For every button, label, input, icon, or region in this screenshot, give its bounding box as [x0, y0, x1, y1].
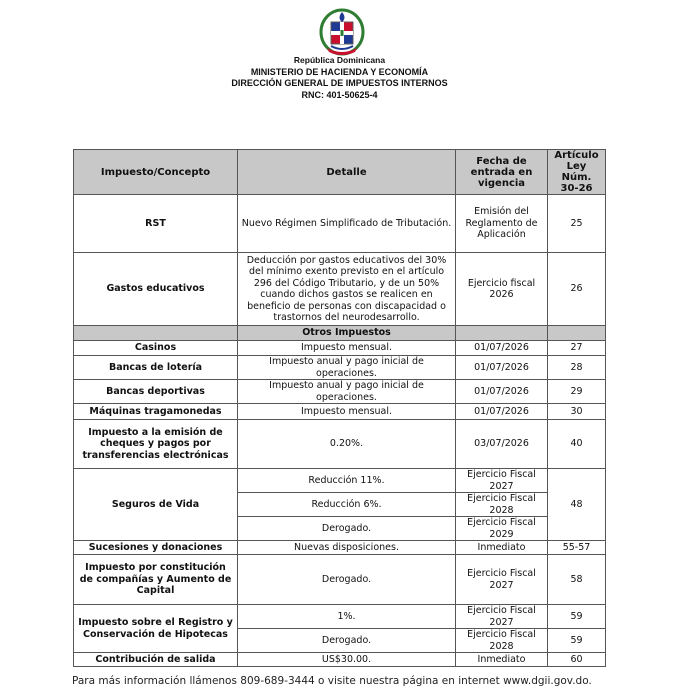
article-cell: 59 [548, 629, 606, 653]
detail-cell: Impuesto mensual. [238, 404, 456, 420]
date-cell: 01/07/2026 [456, 404, 548, 420]
table-row [74, 555, 606, 605]
date-cell: 01/07/2026 [456, 356, 548, 380]
concept-cell: Impuesto a la emisión de cheques y pagos por transferencias electrónicas [74, 420, 238, 469]
date-cell: Inmediato [456, 653, 548, 667]
concept-cell: Impuesto sobre el Registro y Conservación de Hipotecas [74, 605, 238, 653]
detail-cell: Impuesto anual y pago inicial de operaciones. [238, 380, 456, 404]
concept-cell: Seguros de Vida [74, 469, 238, 541]
date-cell: Emisión del Reglamento de Aplicación [456, 195, 548, 253]
detail-cell: Derogado. [238, 555, 456, 605]
article-cell: 60 [548, 653, 606, 667]
date-cell: Ejercicio Fiscal 2027 [456, 555, 548, 605]
country-name: República Dominicana [293, 55, 386, 65]
detail-cell: Nuevas disposiciones. [238, 541, 456, 555]
concept-cell: Máquinas tragamonedas [74, 404, 238, 420]
article-cell: 40 [548, 420, 606, 469]
concept-cell: Bancas de lotería [74, 356, 238, 380]
detail-cell: Reducción 6%. [238, 493, 456, 517]
date-cell: Ejercicio Fiscal 2027 [456, 469, 548, 493]
detail-cell: US$30.00. [238, 653, 456, 667]
detail-cell: Reducción 11%. [238, 469, 456, 493]
detail-cell: Nuevo Régimen Simplificado de Tributación. [238, 195, 456, 253]
rnc-number: RNC: 401-50625-4 [301, 89, 378, 100]
table-row [74, 404, 606, 420]
concept-cell: Impuesto por constitución de compañías y Aumento de Capital [74, 555, 238, 605]
article-cell: 55-57 [548, 541, 606, 555]
date-cell: Ejercicio Fiscal 2029 [456, 517, 548, 541]
article-cell: 30 [548, 404, 606, 420]
date-cell: 01/07/2026 [456, 380, 548, 404]
article-cell: 59 [548, 605, 606, 629]
concept-cell: Casinos [74, 341, 238, 356]
table-row [74, 341, 606, 356]
concept-cell: RST [74, 195, 238, 253]
table-row [74, 195, 606, 253]
footer-contact-text: Para más información llámenos 809-689-3444 o visite nuestra página en internet www.dgii.gov.do. [72, 675, 592, 687]
document-header [0, 55, 679, 101]
detail-cell: 0.20%. [238, 420, 456, 469]
concept-cell: Bancas deportivas [74, 380, 238, 404]
detail-cell: 1%. [238, 605, 456, 629]
section-label: Otros Impuestos [238, 326, 456, 341]
concept-cell: Gastos educativos [74, 253, 238, 326]
table-row [74, 380, 606, 404]
article-cell: 25 [548, 195, 606, 253]
table-row [74, 420, 606, 469]
header-article: Artículo Ley Núm. 30-26 [548, 150, 606, 195]
ministry-name: MINISTERIO DE HACIENDA Y ECONOMÍA [250, 66, 429, 77]
date-cell: 01/07/2026 [456, 341, 548, 356]
table-row [74, 253, 606, 326]
date-cell: 03/07/2026 [456, 420, 548, 469]
detail-cell: Impuesto mensual. [238, 341, 456, 356]
date-cell: Inmediato [456, 541, 548, 555]
table-row [74, 469, 606, 493]
coat-of-arms-icon [319, 8, 365, 58]
tax-changes-table [73, 149, 606, 667]
date-cell: Ejercicio Fiscal 2027 [456, 605, 548, 629]
article-cell: 27 [548, 341, 606, 356]
table-row [74, 653, 606, 667]
section-row [74, 326, 606, 341]
detail-cell: Impuesto anual y pago inicial de operaciones. [238, 356, 456, 380]
date-cell: Ejercicio Fiscal 2028 [456, 493, 548, 517]
table-row [74, 541, 606, 555]
date-cell: Ejercicio fiscal 2026 [456, 253, 548, 326]
table-header-row [74, 150, 606, 195]
agency-name: DIRECCIÓN GENERAL DE IMPUESTOS INTERNOS [231, 78, 448, 88]
concept-cell: Sucesiones y donaciones [74, 541, 238, 555]
table-row [74, 605, 606, 629]
date-cell: Ejercicio Fiscal 2028 [456, 629, 548, 653]
article-cell: 29 [548, 380, 606, 404]
article-cell: 58 [548, 555, 606, 605]
header-detail: Detalle [238, 150, 456, 195]
header-date: Fecha de entrada en vigencia [456, 150, 548, 195]
article-cell: 26 [548, 253, 606, 326]
detail-cell: Derogado. [238, 517, 456, 541]
header-concept: Impuesto/Concepto [74, 150, 238, 195]
article-cell: 28 [548, 356, 606, 380]
table-row [74, 356, 606, 380]
detail-cell: Derogado. [238, 629, 456, 653]
article-cell: 48 [548, 469, 606, 541]
detail-cell: Deducción por gastos educativos del 30% del mínimo exento previsto en el artículo 296 del Código Tributario, y de un 50% cuando dichos gastos se realicen en beneficio de personas con discapacidad o trastornos del neurodesarrollo. [238, 253, 456, 326]
concept-cell: Contribución de salida [74, 653, 238, 667]
